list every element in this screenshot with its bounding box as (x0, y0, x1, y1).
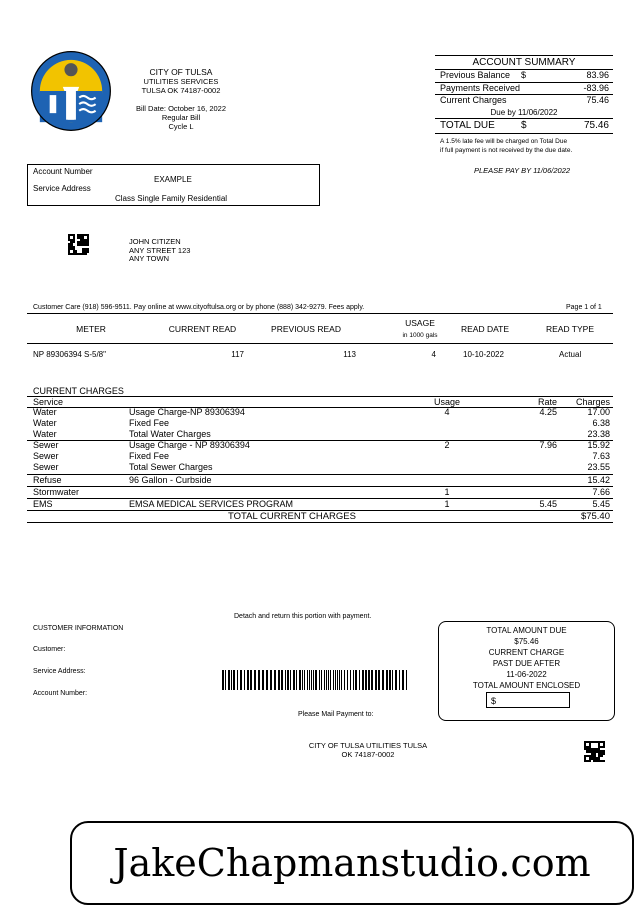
org-dept: UTILITIES SERVICES (143, 77, 219, 86)
stub-customer-label: Customer: (33, 646, 66, 653)
summary-row-previous-balance: Previous Balance $ 83.96 (435, 70, 613, 83)
customer-town: ANY TOWN (129, 254, 170, 263)
col-header-read-date: READ DATE (460, 324, 510, 334)
service-address-label: Service Address (33, 184, 91, 193)
qr-code-icon (68, 234, 89, 255)
bill-cycle: Cycle L (168, 122, 194, 131)
customer-street: ANY STREET 123 (129, 245, 191, 255)
current-read: 117 (231, 350, 244, 359)
usage-unit: in 1000 gals (402, 332, 438, 339)
previous-read: 113 (343, 350, 356, 359)
city-seal-logo (30, 50, 112, 132)
bill-type: Regular Bill (161, 113, 201, 122)
col-header-current-read: CURRENT READ (168, 324, 237, 334)
summary-row-current-charges: Current Charges 75.46 (440, 95, 609, 105)
org-address: TULSA OK 74187-0002 (141, 86, 221, 95)
table-row: Water Usage Charge-NP 89306394 4 4.25 17.00 (33, 407, 610, 417)
usage-value: 4 (431, 350, 436, 359)
charges-table (27, 397, 613, 527)
customer-address (129, 238, 190, 264)
table-row: Stormwater 1 7.66 (33, 487, 610, 497)
col-header-usage: USAGE (405, 318, 435, 328)
service-class: Class Single Family Residential (115, 194, 228, 203)
table-row: EMS EMSA MEDICAL SERVICES PROGRAM 1 5.45 5.45 (33, 499, 610, 509)
account-number-label: Account Number (33, 167, 93, 176)
table-row: Sewer Usage Charge - NP 89306394 2 7.96 15.92 (33, 440, 610, 450)
qr-code-icon (584, 741, 605, 762)
past-due-date: 11-06-2022 (506, 670, 547, 679)
watermark-banner: JakeChapmanstudio.com (70, 821, 634, 905)
account-number-value: EXAMPLE (154, 175, 192, 184)
current-charges-title: CURRENT CHARGES (33, 386, 124, 396)
col-header-previous-read: PREVIOUS READ (271, 324, 341, 334)
amount-enclosed-field[interactable]: $ (486, 692, 570, 708)
stub-account-number-label: Account Number: (33, 690, 88, 697)
charges-total-row: TOTAL CURRENT CHARGES $75.40 (228, 511, 610, 522)
divider (27, 522, 613, 523)
barcode-icon (222, 670, 410, 690)
current-charge-label: CURRENT CHARGE (488, 648, 565, 657)
divider (27, 313, 613, 314)
col-header-meter: METER (76, 324, 106, 334)
table-row: Water Fixed Fee 6.38 (33, 418, 610, 428)
charges-header-row: Service Usage Rate Charges (33, 397, 610, 407)
total-amount-due-label: TOTAL AMOUNT DUE (486, 626, 567, 635)
page-number: Page 1 of 1 (566, 304, 602, 311)
please-pay-by: PLEASE PAY BY 11/06/2022 (474, 166, 571, 175)
total-amount-due-value: $75.46 (514, 637, 539, 646)
org-name: CITY OF TULSA (149, 67, 213, 77)
summary-row-payments: Payments Received -83.96 (435, 83, 613, 96)
late-fee-note: A 1.5% late fee will be charged on Total Due if full payment is not received by the due date. (440, 137, 573, 154)
table-row: Sewer Fixed Fee 7.63 (33, 451, 610, 461)
meter-id: NP 89306394 S-5/8" (33, 350, 106, 359)
account-info-box (27, 164, 320, 206)
customer-name: JOHN CITIZEN (129, 237, 181, 246)
divider (27, 343, 613, 344)
detach-instruction: Detach and return this portion with payment. (234, 613, 372, 620)
table-row: Refuse 96 Gallon - Curbside 15.42 (33, 475, 610, 485)
summary-total-due: TOTAL DUE $ 75.46 (435, 119, 613, 134)
mail-payment-to: Please Mail Payment to: (298, 711, 374, 718)
customer-care-line: Customer Care (918) 596-9511. Pay online at www.cityoftulsa.org or by phone (888) 342-9279. Fees apply. (33, 304, 365, 311)
payment-summary-box (438, 621, 615, 721)
table-row: Water Total Water Charges 23.38 (33, 429, 610, 439)
total-enclosed-label: TOTAL AMOUNT ENCLOSED (472, 681, 581, 690)
col-header-read-type: READ TYPE (545, 324, 595, 334)
customer-info-heading: CUSTOMER INFORMATION (33, 625, 124, 632)
read-type: Actual (559, 350, 582, 359)
account-summary (435, 55, 613, 155)
bill-date: Bill Date: October 16, 2022 (135, 104, 227, 113)
account-summary-title: ACCOUNT SUMMARY (435, 55, 613, 70)
summary-due-by: Due by 11/06/2022 (435, 107, 613, 119)
past-due-after-label: PAST DUE AFTER (492, 659, 561, 668)
read-date: 10-10-2022 (463, 350, 504, 359)
table-row: Sewer Total Sewer Charges 23.55 (33, 462, 610, 472)
remit-address: CITY OF TULSA UTILITIES TULSA OK 74187-0002 (308, 741, 428, 759)
stub-service-address-label: Service Address: (33, 668, 86, 675)
